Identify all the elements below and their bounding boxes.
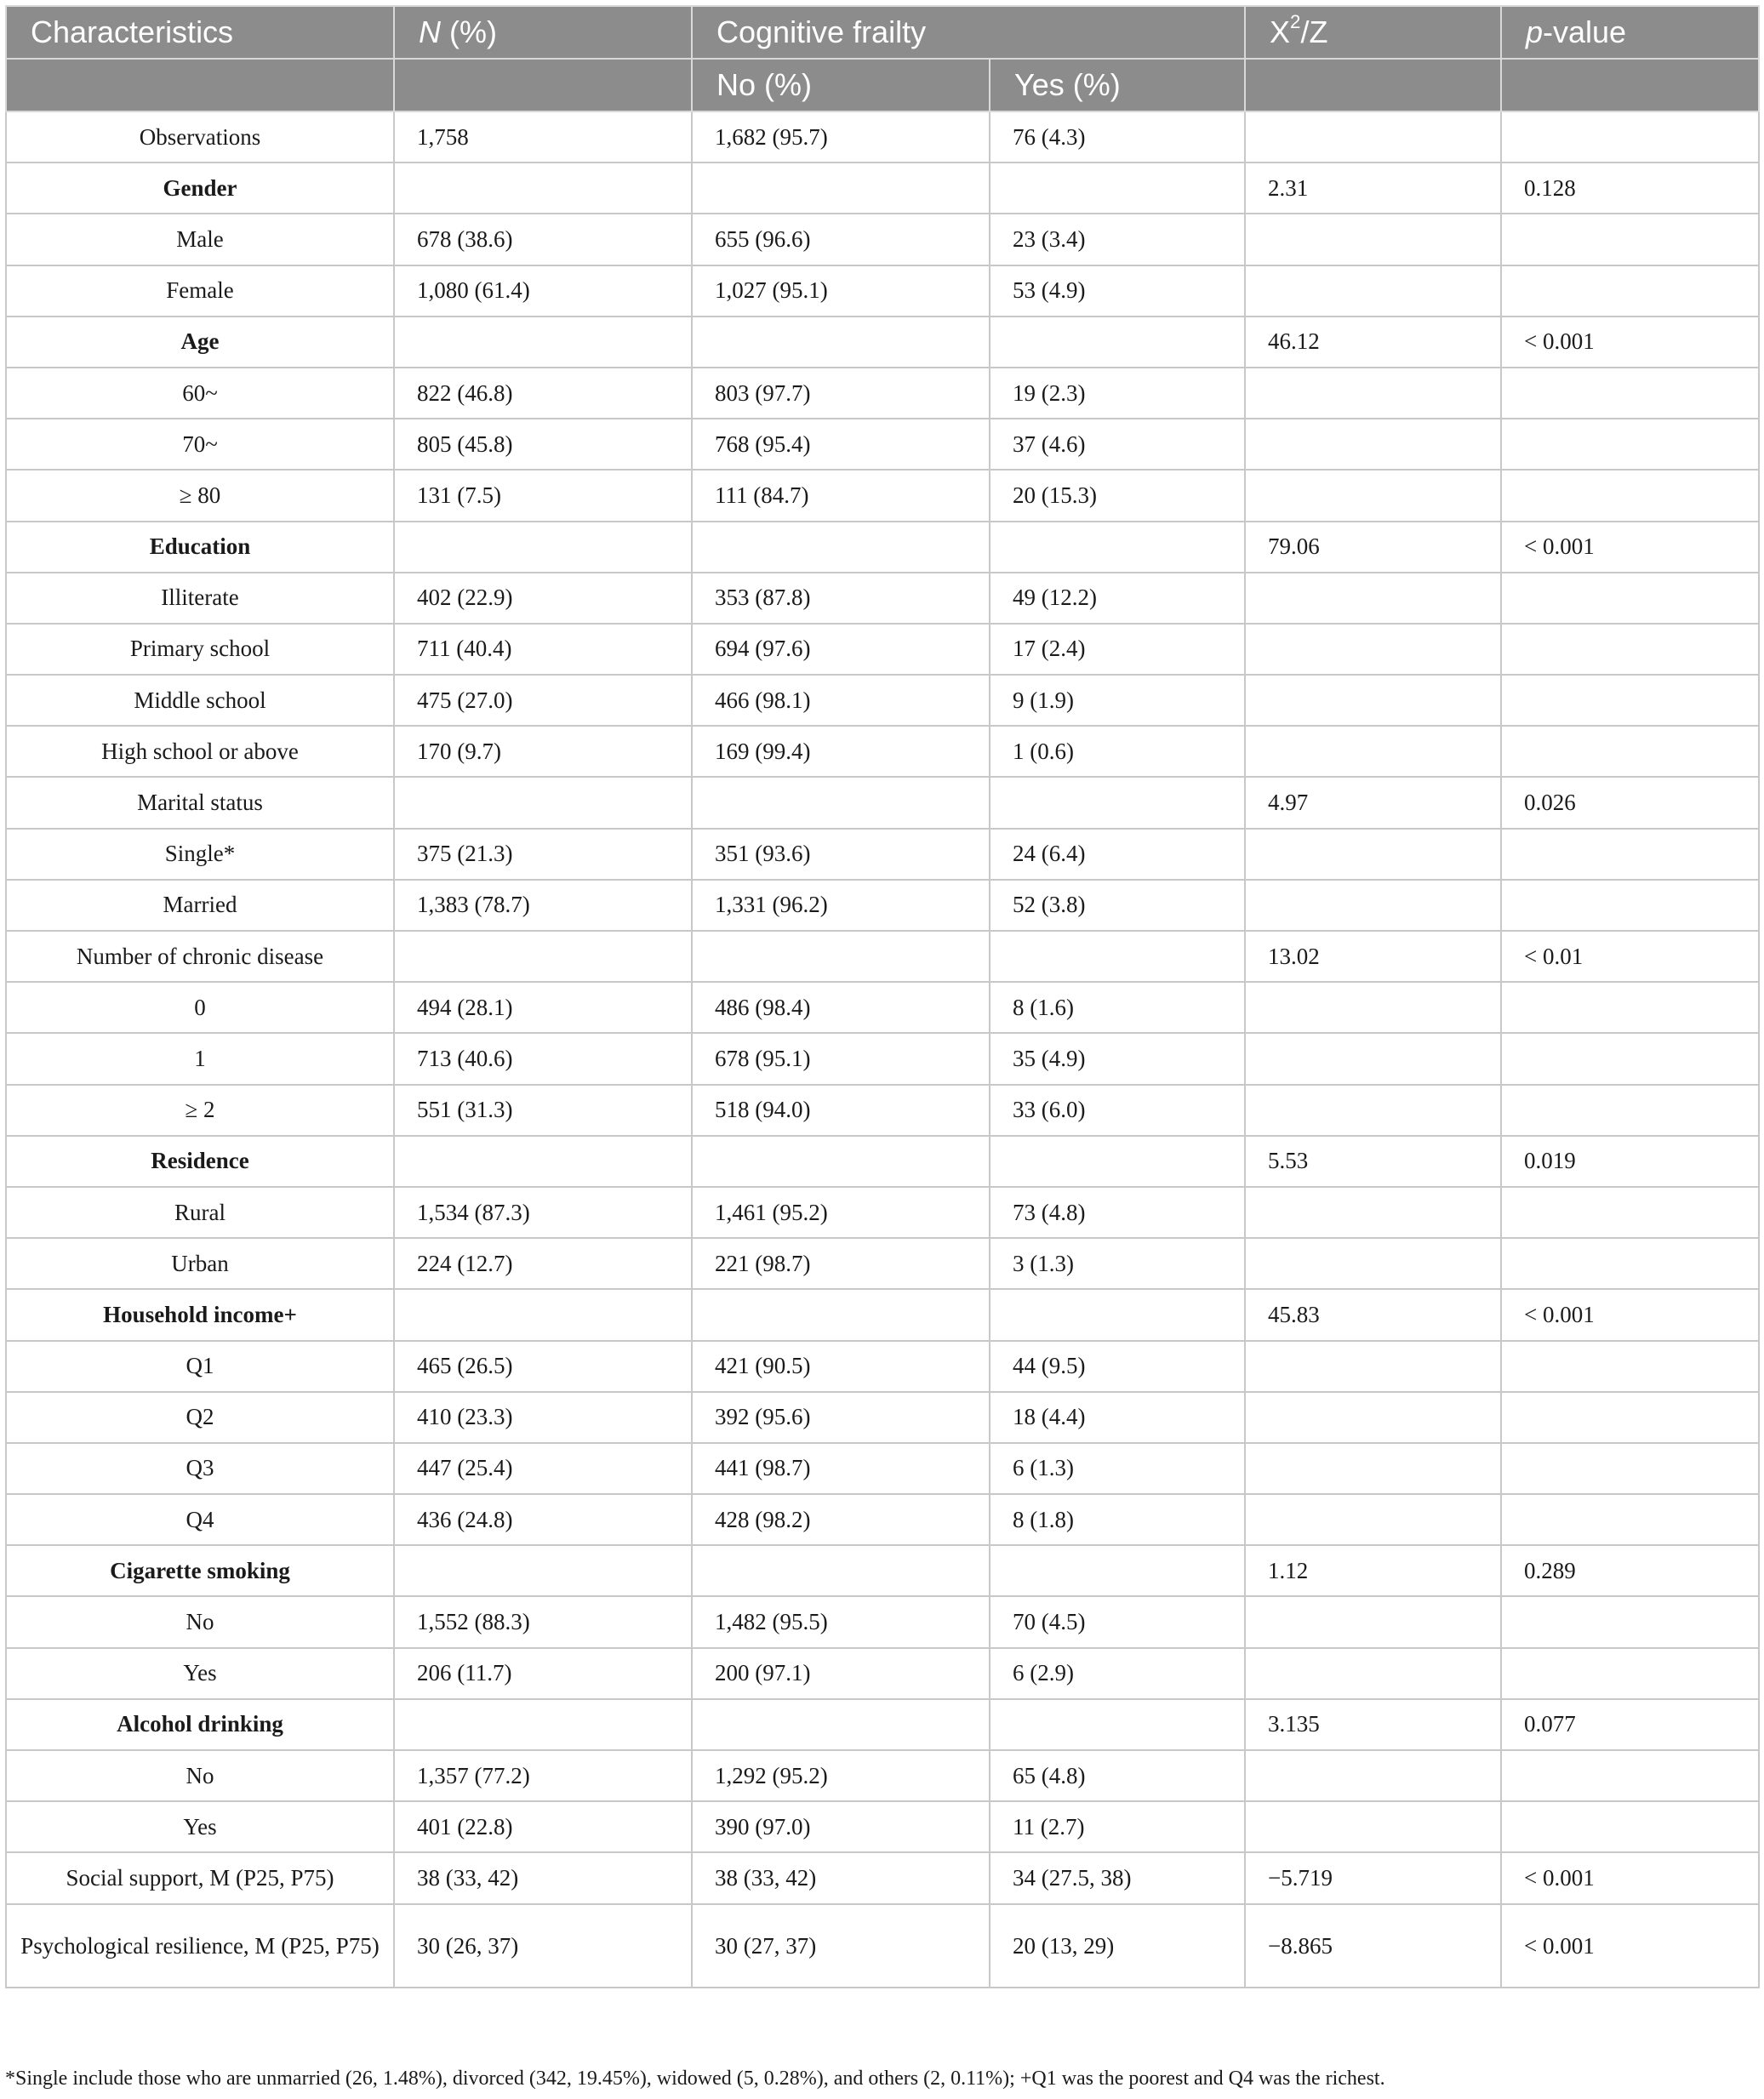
cell-n-pct: 551 (31.3) xyxy=(394,1085,692,1136)
cell-no-pct xyxy=(692,1699,990,1750)
table-row xyxy=(6,1392,1759,1443)
cell-p-value xyxy=(1501,1443,1759,1494)
header-chi-square-z xyxy=(1245,6,1501,59)
cell-n-pct: 224 (12.7) xyxy=(394,1238,692,1289)
cell-chi-square-z: 45.83 xyxy=(1245,1289,1501,1340)
table-row xyxy=(6,1289,1759,1340)
cell-no-pct: 200 (97.1) xyxy=(692,1648,990,1699)
cell-p-value: 0.289 xyxy=(1501,1545,1759,1596)
cell-no-pct: 1,482 (95.5) xyxy=(692,1596,990,1647)
cell-yes-pct: 65 (4.8) xyxy=(990,1750,1245,1801)
cell-n-pct xyxy=(394,317,692,368)
cell-n-pct: 494 (28.1) xyxy=(394,982,692,1033)
cell-no-pct: 390 (97.0) xyxy=(692,1801,990,1852)
table-row xyxy=(6,1545,1759,1596)
cell-n-pct: 475 (27.0) xyxy=(394,675,692,726)
cell-chi-square-z xyxy=(1245,982,1501,1033)
cell-no-pct: 803 (97.7) xyxy=(692,368,990,419)
cell-no-pct: 111 (84.7) xyxy=(692,470,990,521)
cell-chi-square-z: 3.135 xyxy=(1245,1699,1501,1750)
cell-p-value: 0.077 xyxy=(1501,1699,1759,1750)
row-label: Gender xyxy=(6,163,394,214)
header-cognitive-frailty: Cognitive frailty xyxy=(692,6,1245,59)
cell-n-pct: 1,534 (87.3) xyxy=(394,1187,692,1238)
cell-p-value xyxy=(1501,829,1759,880)
cell-p-value xyxy=(1501,982,1759,1033)
cell-no-pct: 768 (95.4) xyxy=(692,419,990,470)
cell-chi-square-z xyxy=(1245,624,1501,675)
table-row xyxy=(6,1494,1759,1545)
cell-p-value xyxy=(1501,368,1759,419)
row-label: Female xyxy=(6,265,394,317)
cell-chi-square-z xyxy=(1245,829,1501,880)
row-label: Residence xyxy=(6,1136,394,1187)
cell-n-pct: 30 (26, 37) xyxy=(394,1904,692,1988)
table-row xyxy=(6,1750,1759,1801)
row-label: Education xyxy=(6,522,394,573)
table-row xyxy=(6,726,1759,777)
cell-yes-pct: 73 (4.8) xyxy=(990,1187,1245,1238)
cell-chi-square-z xyxy=(1245,675,1501,726)
table-row xyxy=(6,777,1759,828)
table-row xyxy=(6,111,1759,163)
cell-n-pct: 805 (45.8) xyxy=(394,419,692,470)
table-row xyxy=(6,573,1759,624)
row-label: Male xyxy=(6,214,394,265)
cell-n-pct: 375 (21.3) xyxy=(394,829,692,880)
cell-n-pct xyxy=(394,931,692,982)
cell-n-pct: 401 (22.8) xyxy=(394,1801,692,1852)
row-label: Psychological resilience, M (P25, P75) xyxy=(6,1904,394,1988)
cell-yes-pct: 18 (4.4) xyxy=(990,1392,1245,1443)
cell-chi-square-z xyxy=(1245,419,1501,470)
table-row xyxy=(6,1136,1759,1187)
cell-no-pct: 1,292 (95.2) xyxy=(692,1750,990,1801)
cell-no-pct: 351 (93.6) xyxy=(692,829,990,880)
row-label: Illiterate xyxy=(6,573,394,624)
row-label: ≥ 2 xyxy=(6,1085,394,1136)
table-row xyxy=(6,1596,1759,1647)
table-row xyxy=(6,163,1759,214)
table-row xyxy=(6,829,1759,880)
cell-p-value xyxy=(1501,111,1759,163)
header-yes-pct: Yes (%) xyxy=(990,59,1245,111)
cell-chi-square-z xyxy=(1245,368,1501,419)
table-body xyxy=(6,111,1759,1988)
header-row-1 xyxy=(6,6,1759,59)
cell-no-pct: 466 (98.1) xyxy=(692,675,990,726)
cell-p-value xyxy=(1501,214,1759,265)
cell-chi-square-z xyxy=(1245,1187,1501,1238)
header-n-rest: (%) xyxy=(441,14,497,49)
table-row xyxy=(6,1852,1759,1903)
cell-n-pct xyxy=(394,1699,692,1750)
cell-yes-pct: 33 (6.0) xyxy=(990,1085,1245,1136)
cell-chi-square-z xyxy=(1245,1494,1501,1545)
cell-yes-pct: 35 (4.9) xyxy=(990,1033,1245,1084)
cell-no-pct: 678 (95.1) xyxy=(692,1033,990,1084)
cell-chi-square-z: −5.719 xyxy=(1245,1852,1501,1903)
cell-chi-square-z xyxy=(1245,1750,1501,1801)
cell-n-pct xyxy=(394,1136,692,1187)
table-row xyxy=(6,1238,1759,1289)
cell-p-value xyxy=(1501,624,1759,675)
cell-chi-square-z xyxy=(1245,1085,1501,1136)
cell-n-pct: 170 (9.7) xyxy=(394,726,692,777)
cell-n-pct: 131 (7.5) xyxy=(394,470,692,521)
cell-chi-square-z xyxy=(1245,1392,1501,1443)
cell-chi-square-z: 5.53 xyxy=(1245,1136,1501,1187)
row-label: 60~ xyxy=(6,368,394,419)
cell-n-pct: 206 (11.7) xyxy=(394,1648,692,1699)
table-row xyxy=(6,1443,1759,1494)
row-label: Married xyxy=(6,880,394,931)
cell-n-pct xyxy=(394,522,692,573)
cell-n-pct xyxy=(394,163,692,214)
header-n-pct xyxy=(394,6,692,59)
cell-no-pct: 392 (95.6) xyxy=(692,1392,990,1443)
cell-no-pct: 1,027 (95.1) xyxy=(692,265,990,317)
cell-no-pct xyxy=(692,522,990,573)
cell-p-value xyxy=(1501,1238,1759,1289)
row-label: High school or above xyxy=(6,726,394,777)
table-row xyxy=(6,1033,1759,1084)
row-label: Single* xyxy=(6,829,394,880)
row-label: No xyxy=(6,1750,394,1801)
cell-no-pct: 655 (96.6) xyxy=(692,214,990,265)
header-characteristics: Characteristics xyxy=(6,6,394,59)
cell-n-pct: 1,383 (78.7) xyxy=(394,880,692,931)
table-row xyxy=(6,624,1759,675)
cell-p-value xyxy=(1501,1341,1759,1392)
table-row xyxy=(6,880,1759,931)
cell-yes-pct: 11 (2.7) xyxy=(990,1801,1245,1852)
row-label: Social support, M (P25, P75) xyxy=(6,1852,394,1903)
cell-no-pct xyxy=(692,1136,990,1187)
cell-chi-square-z xyxy=(1245,1341,1501,1392)
cell-chi-square-z xyxy=(1245,573,1501,624)
cell-no-pct xyxy=(692,1289,990,1340)
cell-chi-square-z: 79.06 xyxy=(1245,522,1501,573)
table-row xyxy=(6,982,1759,1033)
row-label: Q3 xyxy=(6,1443,394,1494)
row-label: Yes xyxy=(6,1801,394,1852)
cell-chi-square-z: 2.31 xyxy=(1245,163,1501,214)
cell-p-value xyxy=(1501,1085,1759,1136)
cell-n-pct: 1,758 xyxy=(394,111,692,163)
table-footnote: *Single include those who are unmarried (26, 1.48%), divorced (342, 19.45%), widowed (5, 0.28%), and others (2, 0.11%); +Q1 was the poorest and Q4 was the richest. xyxy=(5,2068,1385,2090)
cell-no-pct: 221 (98.7) xyxy=(692,1238,990,1289)
cell-no-pct xyxy=(692,931,990,982)
cell-p-value xyxy=(1501,265,1759,317)
table-row xyxy=(6,1699,1759,1750)
cell-no-pct: 694 (97.6) xyxy=(692,624,990,675)
cell-p-value xyxy=(1501,1187,1759,1238)
cell-p-value xyxy=(1501,1392,1759,1443)
cell-no-pct xyxy=(692,1545,990,1596)
cell-p-value: < 0.001 xyxy=(1501,1852,1759,1903)
cell-no-pct: 441 (98.7) xyxy=(692,1443,990,1494)
cell-yes-pct xyxy=(990,522,1245,573)
row-label: Alcohol drinking xyxy=(6,1699,394,1750)
row-label: Rural xyxy=(6,1187,394,1238)
cell-yes-pct: 34 (27.5, 38) xyxy=(990,1852,1245,1903)
cell-yes-pct: 20 (15.3) xyxy=(990,470,1245,521)
cell-yes-pct xyxy=(990,931,1245,982)
row-label: Age xyxy=(6,317,394,368)
cell-no-pct: 38 (33, 42) xyxy=(692,1852,990,1903)
cell-no-pct: 1,682 (95.7) xyxy=(692,111,990,163)
cell-yes-pct xyxy=(990,163,1245,214)
cell-chi-square-z xyxy=(1245,470,1501,521)
table-row xyxy=(6,470,1759,521)
cell-yes-pct: 24 (6.4) xyxy=(990,829,1245,880)
cell-yes-pct xyxy=(990,317,1245,368)
cell-no-pct xyxy=(692,317,990,368)
row-label: ≥ 80 xyxy=(6,470,394,521)
cell-chi-square-z xyxy=(1245,265,1501,317)
table-row xyxy=(6,368,1759,419)
row-label: 70~ xyxy=(6,419,394,470)
cell-n-pct xyxy=(394,1289,692,1340)
table-row xyxy=(6,1801,1759,1852)
cell-yes-pct: 6 (1.3) xyxy=(990,1443,1245,1494)
cell-chi-square-z xyxy=(1245,1443,1501,1494)
cell-yes-pct xyxy=(990,1699,1245,1750)
cell-n-pct: 1,080 (61.4) xyxy=(394,265,692,317)
cell-n-pct: 410 (23.3) xyxy=(394,1392,692,1443)
table-row xyxy=(6,1648,1759,1699)
cell-yes-pct xyxy=(990,1136,1245,1187)
cell-p-value xyxy=(1501,880,1759,931)
cell-chi-square-z: 4.97 xyxy=(1245,777,1501,828)
cell-yes-pct: 6 (2.9) xyxy=(990,1648,1245,1699)
cell-n-pct: 436 (24.8) xyxy=(394,1494,692,1545)
cell-p-value xyxy=(1501,675,1759,726)
cell-yes-pct: 70 (4.5) xyxy=(990,1596,1245,1647)
cell-n-pct: 447 (25.4) xyxy=(394,1443,692,1494)
cell-yes-pct: 49 (12.2) xyxy=(990,573,1245,624)
header-n-italic: N xyxy=(419,14,441,49)
cell-yes-pct: 44 (9.5) xyxy=(990,1341,1245,1392)
row-label: Yes xyxy=(6,1648,394,1699)
cell-chi-square-z: −8.865 xyxy=(1245,1904,1501,1988)
cell-p-value xyxy=(1501,1494,1759,1545)
characteristics-table xyxy=(5,5,1760,1988)
table-row xyxy=(6,265,1759,317)
cell-chi-square-z xyxy=(1245,1033,1501,1084)
header-empty-2 xyxy=(394,59,692,111)
header-x2-rest: /Z xyxy=(1300,14,1328,49)
cell-p-value: 0.019 xyxy=(1501,1136,1759,1187)
cell-yes-pct: 53 (4.9) xyxy=(990,265,1245,317)
cell-p-value xyxy=(1501,1801,1759,1852)
cell-p-value: 0.128 xyxy=(1501,163,1759,214)
header-x2-sup: 2 xyxy=(1290,11,1301,32)
row-label: Number of chronic disease xyxy=(6,931,394,982)
cell-no-pct: 1,331 (96.2) xyxy=(692,880,990,931)
cell-no-pct: 169 (99.4) xyxy=(692,726,990,777)
row-label: 0 xyxy=(6,982,394,1033)
cell-yes-pct: 8 (1.8) xyxy=(990,1494,1245,1545)
cell-no-pct: 353 (87.8) xyxy=(692,573,990,624)
cell-n-pct: 1,552 (88.3) xyxy=(394,1596,692,1647)
row-label: Urban xyxy=(6,1238,394,1289)
cell-yes-pct: 37 (4.6) xyxy=(990,419,1245,470)
cell-p-value xyxy=(1501,573,1759,624)
row-label: Household income+ xyxy=(6,1289,394,1340)
cell-yes-pct: 23 (3.4) xyxy=(990,214,1245,265)
row-label: Q1 xyxy=(6,1341,394,1392)
cell-yes-pct: 1 (0.6) xyxy=(990,726,1245,777)
cell-chi-square-z xyxy=(1245,1238,1501,1289)
cell-p-value xyxy=(1501,1750,1759,1801)
cell-p-value xyxy=(1501,1648,1759,1699)
row-label: Cigarette smoking xyxy=(6,1545,394,1596)
row-label: Middle school xyxy=(6,675,394,726)
table-row xyxy=(6,931,1759,982)
cell-n-pct: 678 (38.6) xyxy=(394,214,692,265)
header-no-pct: No (%) xyxy=(692,59,990,111)
header-p-rest: -value xyxy=(1543,14,1627,49)
cell-n-pct: 38 (33, 42) xyxy=(394,1852,692,1903)
cell-yes-pct: 76 (4.3) xyxy=(990,111,1245,163)
table-row xyxy=(6,1341,1759,1392)
cell-no-pct: 486 (98.4) xyxy=(692,982,990,1033)
row-label: 1 xyxy=(6,1033,394,1084)
cell-yes-pct: 8 (1.6) xyxy=(990,982,1245,1033)
cell-chi-square-z: 1.12 xyxy=(1245,1545,1501,1596)
cell-n-pct: 1,357 (77.2) xyxy=(394,1750,692,1801)
table-row xyxy=(6,214,1759,265)
cell-no-pct: 30 (27, 37) xyxy=(692,1904,990,1988)
cell-chi-square-z: 13.02 xyxy=(1245,931,1501,982)
table-row xyxy=(6,675,1759,726)
cell-p-value: 0.026 xyxy=(1501,777,1759,828)
cell-n-pct: 713 (40.6) xyxy=(394,1033,692,1084)
cell-yes-pct: 17 (2.4) xyxy=(990,624,1245,675)
row-label: Q2 xyxy=(6,1392,394,1443)
cell-p-value: < 0.001 xyxy=(1501,317,1759,368)
header-row-2 xyxy=(6,59,1759,111)
cell-p-value xyxy=(1501,726,1759,777)
cell-chi-square-z: 46.12 xyxy=(1245,317,1501,368)
cell-no-pct: 428 (98.2) xyxy=(692,1494,990,1545)
cell-p-value xyxy=(1501,1596,1759,1647)
cell-p-value xyxy=(1501,470,1759,521)
row-label: Marital status xyxy=(6,777,394,828)
cell-chi-square-z xyxy=(1245,111,1501,163)
cell-yes-pct: 3 (1.3) xyxy=(990,1238,1245,1289)
cell-chi-square-z xyxy=(1245,1596,1501,1647)
cell-no-pct: 421 (90.5) xyxy=(692,1341,990,1392)
header-x2-base: X xyxy=(1270,14,1291,49)
cell-yes-pct xyxy=(990,1289,1245,1340)
cell-n-pct: 465 (26.5) xyxy=(394,1341,692,1392)
cell-yes-pct: 19 (2.3) xyxy=(990,368,1245,419)
cell-p-value: < 0.001 xyxy=(1501,522,1759,573)
cell-yes-pct: 20 (13, 29) xyxy=(990,1904,1245,1988)
table-row xyxy=(6,317,1759,368)
cell-n-pct xyxy=(394,777,692,828)
cell-chi-square-z xyxy=(1245,880,1501,931)
header-empty-1 xyxy=(6,59,394,111)
cell-n-pct: 822 (46.8) xyxy=(394,368,692,419)
table-row xyxy=(6,522,1759,573)
cell-chi-square-z xyxy=(1245,214,1501,265)
header-empty-4 xyxy=(1501,59,1759,111)
cell-chi-square-z xyxy=(1245,1801,1501,1852)
cell-no-pct: 1,461 (95.2) xyxy=(692,1187,990,1238)
cell-n-pct xyxy=(394,1545,692,1596)
cell-no-pct xyxy=(692,777,990,828)
cell-p-value: < 0.001 xyxy=(1501,1904,1759,1988)
cell-p-value xyxy=(1501,419,1759,470)
cell-no-pct xyxy=(692,163,990,214)
cell-yes-pct xyxy=(990,1545,1245,1596)
table-row xyxy=(6,419,1759,470)
cell-yes-pct xyxy=(990,777,1245,828)
row-label: No xyxy=(6,1596,394,1647)
table-row xyxy=(6,1187,1759,1238)
cell-n-pct: 711 (40.4) xyxy=(394,624,692,675)
cell-yes-pct: 52 (3.8) xyxy=(990,880,1245,931)
cell-p-value xyxy=(1501,1033,1759,1084)
cell-p-value: < 0.001 xyxy=(1501,1289,1759,1340)
cell-n-pct: 402 (22.9) xyxy=(394,573,692,624)
header-p-italic: p xyxy=(1526,14,1544,49)
header-empty-3 xyxy=(1245,59,1501,111)
cell-chi-square-z xyxy=(1245,1648,1501,1699)
cell-chi-square-z xyxy=(1245,726,1501,777)
header-p-value xyxy=(1501,6,1759,59)
row-label: Primary school xyxy=(6,624,394,675)
row-label: Observations xyxy=(6,111,394,163)
cell-no-pct: 518 (94.0) xyxy=(692,1085,990,1136)
row-label: Q4 xyxy=(6,1494,394,1545)
table-row xyxy=(6,1904,1759,1988)
cell-p-value: < 0.01 xyxy=(1501,931,1759,982)
table-row xyxy=(6,1085,1759,1136)
cell-yes-pct: 9 (1.9) xyxy=(990,675,1245,726)
